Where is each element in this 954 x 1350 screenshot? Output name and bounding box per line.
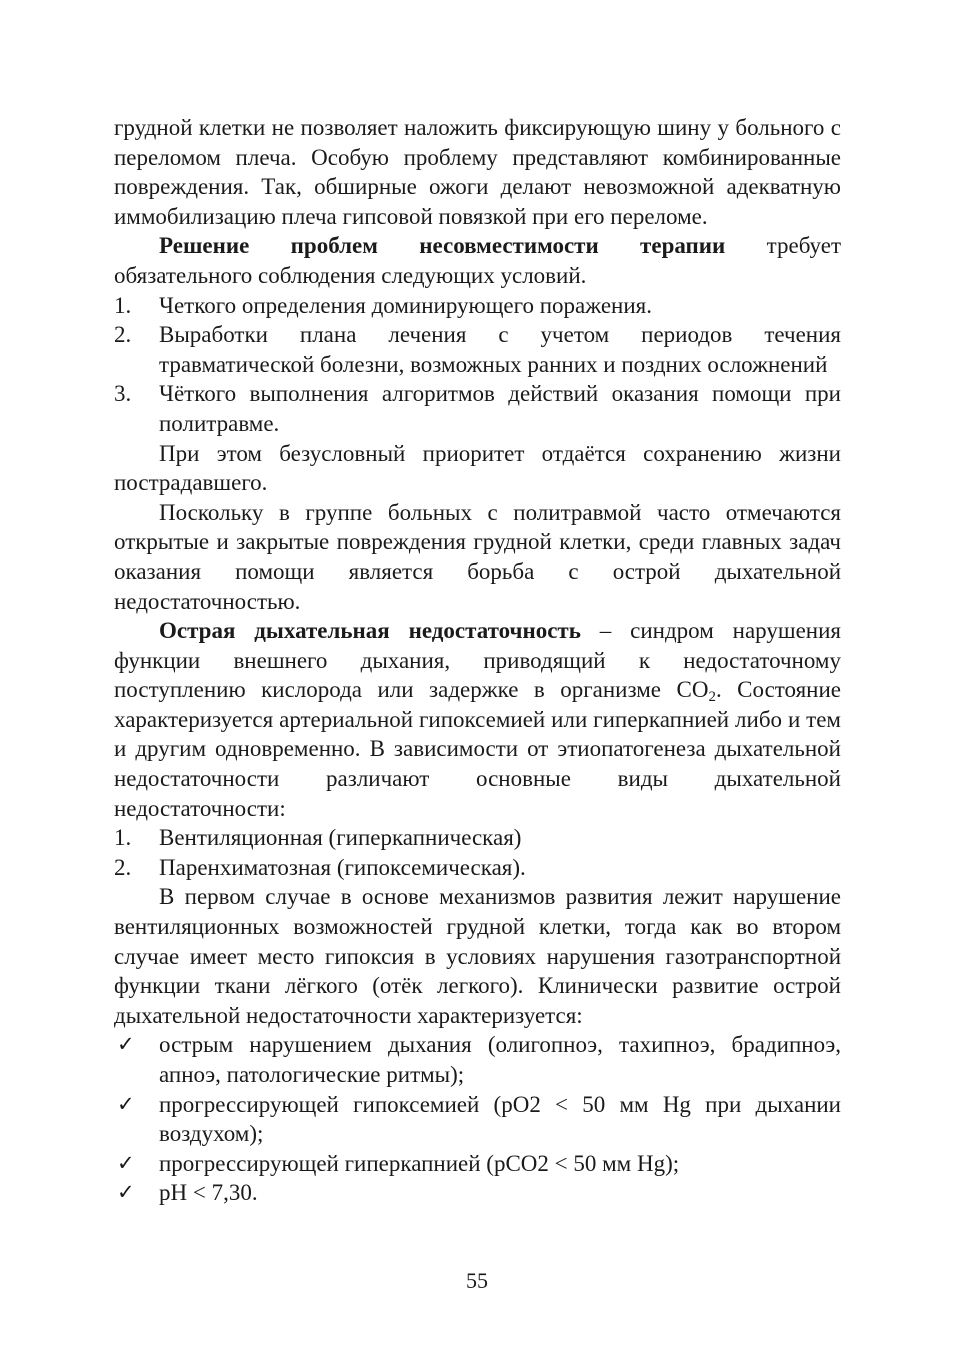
- checklist-item-text: острым нарушением дыхания (олигопноэ, тахипноэ, брадипноэ, апноэ, патологические ритмы);: [159, 1032, 841, 1087]
- list-item: [114, 320, 841, 379]
- paragraph-1: грудной клетки не позволяет наложить фиксирующую шину у больного с переломом плеча. Особую проблему представляют комбинированные повреждения. Так, обширные ожоги делают невозможной адекватную иммобилизацию плеча гипсовой повязкой при его переломе.: [114, 115, 841, 229]
- list-item-text: Чёткого выполнения алгоритмов действий оказания помощи при политравме.: [159, 381, 841, 436]
- list-item-number: 1.: [114, 825, 132, 851]
- checkmark-icon: ✓: [117, 1180, 135, 1205]
- checkmark-icon: ✓: [117, 1150, 135, 1175]
- list-item: [114, 853, 841, 883]
- list-item-text: Паренхиматозная (гипоксемическая).: [159, 854, 526, 880]
- paragraph-5-part-b: . Состояние характеризуется артериальной гипоксемией или гиперкапнией либо и тем и другим одновременно. В зависимости от этиопатогенеза дыхательной недостаточности различают основные виды дыхательной недостаточности:: [114, 677, 841, 821]
- paragraph-5-bold: Острая дыхательная недостаточность: [159, 618, 581, 644]
- list-item-number: 1.: [114, 292, 132, 318]
- checkmark-icon: ✓: [117, 1091, 135, 1116]
- checklist-item: [114, 1090, 841, 1149]
- list-item-number: 2.: [114, 322, 132, 348]
- list-item-number: 2.: [114, 854, 132, 880]
- list-item: [114, 379, 841, 438]
- page-body: [114, 113, 841, 1208]
- checklist-item-text: прогрессирующей гипоксемией (pO2 < 50 мм Hg при дыхании воздухом);: [159, 1091, 841, 1147]
- paragraph-5-part-a: – синдром нарушения функции внешнего дыхания, приводящий к недостаточному поступлению кислорода или задержке в организме СО: [114, 618, 841, 703]
- page-number: 55: [466, 1268, 488, 1293]
- checkmark-icon: ✓: [117, 1032, 135, 1057]
- checklist-item: [114, 1030, 841, 1089]
- paragraph-4: Поскольку в группе больных с политравмой часто отмечаются открытые и закрытые повреждения грудной клетки, среди главных задач оказания помощи является борьба с острой дыхательной недостаточностью.: [114, 499, 841, 614]
- checklist-item: [114, 1178, 841, 1208]
- paragraph-2-bold: Решение проблем несовместимости терапии: [159, 233, 726, 259]
- list-item: [114, 291, 841, 321]
- paragraph-5: [114, 616, 841, 823]
- list-item-number: 3.: [114, 381, 132, 407]
- checklist-item: [114, 1149, 841, 1179]
- checklist-item-text: прогрессирующей гиперкапнией (pCO2 < 50 мм Hg);: [159, 1150, 680, 1176]
- list-item-text: Вентиляционная (гиперкапническая): [159, 825, 522, 851]
- list-item: [114, 823, 841, 853]
- paragraph-2: [114, 231, 841, 290]
- paragraph-6: В первом случае в основе механизмов развития лежит нарушение вентиляционных возможностей грудной клетки, тогда как во втором случае имеет место гипоксия в условиях нарушения газотранспортной функции ткани лёгкого (отёк легкого). Клинически развитие острой дыхательной недостаточности характеризуется:: [114, 884, 841, 1028]
- paragraph-3: При этом безусловный приоритет отдаётся сохранению жизни пострадавшего.: [114, 440, 841, 496]
- list-item-text: Четкого определения доминирующего поражения.: [159, 292, 652, 318]
- paragraph-2-rest: требует обязательного соблюдения следующих условий.: [114, 233, 841, 288]
- paragraph-5-subscript: 2: [708, 689, 716, 706]
- list-item-text: Выработки плана лечения с учетом периодов течения травматической болезни, возможных ранних и поздних осложнений: [159, 322, 841, 377]
- checklist-item-text: pH < 7,30.: [159, 1180, 258, 1206]
